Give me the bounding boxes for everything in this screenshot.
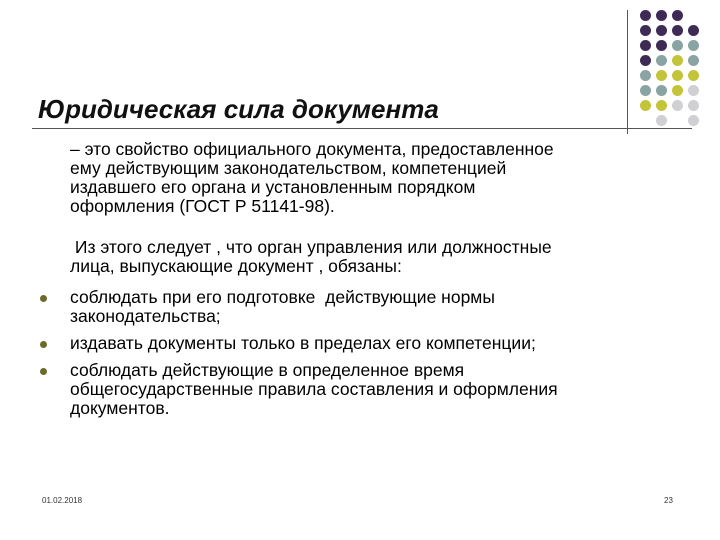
obligations-list xyxy=(40,288,690,426)
list-item-line: издавать документы только в пределах его компетенции; xyxy=(70,333,536,353)
decorative-dot xyxy=(656,70,667,81)
intro-line: Из этого следует , что орган управления или должностные xyxy=(70,237,552,257)
list-item-line: общегосударственные правила составления и оформления xyxy=(70,379,558,399)
bullet-dot-icon xyxy=(40,341,47,348)
decorative-dot xyxy=(656,85,667,96)
list-item-line: документов. xyxy=(70,398,170,418)
footer-date: 01.02.2018 xyxy=(42,496,83,505)
decorative-dot xyxy=(640,55,651,66)
decorative-dot xyxy=(656,40,667,51)
decorative-dot xyxy=(672,40,683,51)
decorative-dot xyxy=(688,100,699,111)
decorative-dot xyxy=(656,10,667,21)
decorative-dot xyxy=(640,85,651,96)
definition-line: – это свойство официального документа, предоставленное xyxy=(70,139,554,159)
decorative-dot xyxy=(688,70,699,81)
decorative-dot xyxy=(640,100,651,111)
list-item xyxy=(40,288,690,326)
definition-line: издавшего его органа и установленным порядком xyxy=(70,177,476,197)
intro-paragraph xyxy=(70,238,690,276)
decorative-dot xyxy=(672,70,683,81)
list-item xyxy=(40,334,690,353)
page-number: 23 xyxy=(664,496,673,505)
decorative-dot xyxy=(672,100,683,111)
list-item-line: законодательства; xyxy=(70,306,221,326)
decorative-dot xyxy=(640,40,651,51)
decorative-dot xyxy=(688,55,699,66)
definition-line: ему действующим законодательством, компетенцией xyxy=(70,158,507,178)
intro-line: лица, выпускающие документ , обязаны: xyxy=(70,256,402,276)
decorative-dot xyxy=(640,70,651,81)
decorative-dot xyxy=(656,100,667,111)
list-item xyxy=(40,361,690,418)
decorative-dot xyxy=(656,25,667,36)
decorative-dot xyxy=(688,85,699,96)
list-item-line: соблюдать при его подготовке действующие нормы xyxy=(70,287,495,307)
bullet-dot-icon xyxy=(40,295,47,302)
vertical-divider xyxy=(627,10,628,134)
decorative-dot xyxy=(672,55,683,66)
decorative-dot xyxy=(640,25,651,36)
decorative-dot-grid xyxy=(640,10,699,126)
definition-paragraph xyxy=(70,140,690,216)
decorative-dot xyxy=(688,40,699,51)
decorative-dot xyxy=(672,85,683,96)
decorative-dot xyxy=(688,115,699,126)
decorative-dot xyxy=(688,25,699,36)
decorative-dot xyxy=(672,25,683,36)
decorative-dot xyxy=(656,55,667,66)
decorative-dot xyxy=(672,10,683,21)
decorative-dot xyxy=(656,115,667,126)
definition-line: оформления (ГОСТ Р 51141-98). xyxy=(70,196,335,216)
list-item-line: соблюдать действующие в определенное время xyxy=(70,360,465,380)
decorative-dot xyxy=(640,10,651,21)
bullet-dot-icon xyxy=(40,368,47,375)
horizontal-divider xyxy=(32,128,692,129)
slide-title: Юридическая сила документа xyxy=(38,94,439,124)
